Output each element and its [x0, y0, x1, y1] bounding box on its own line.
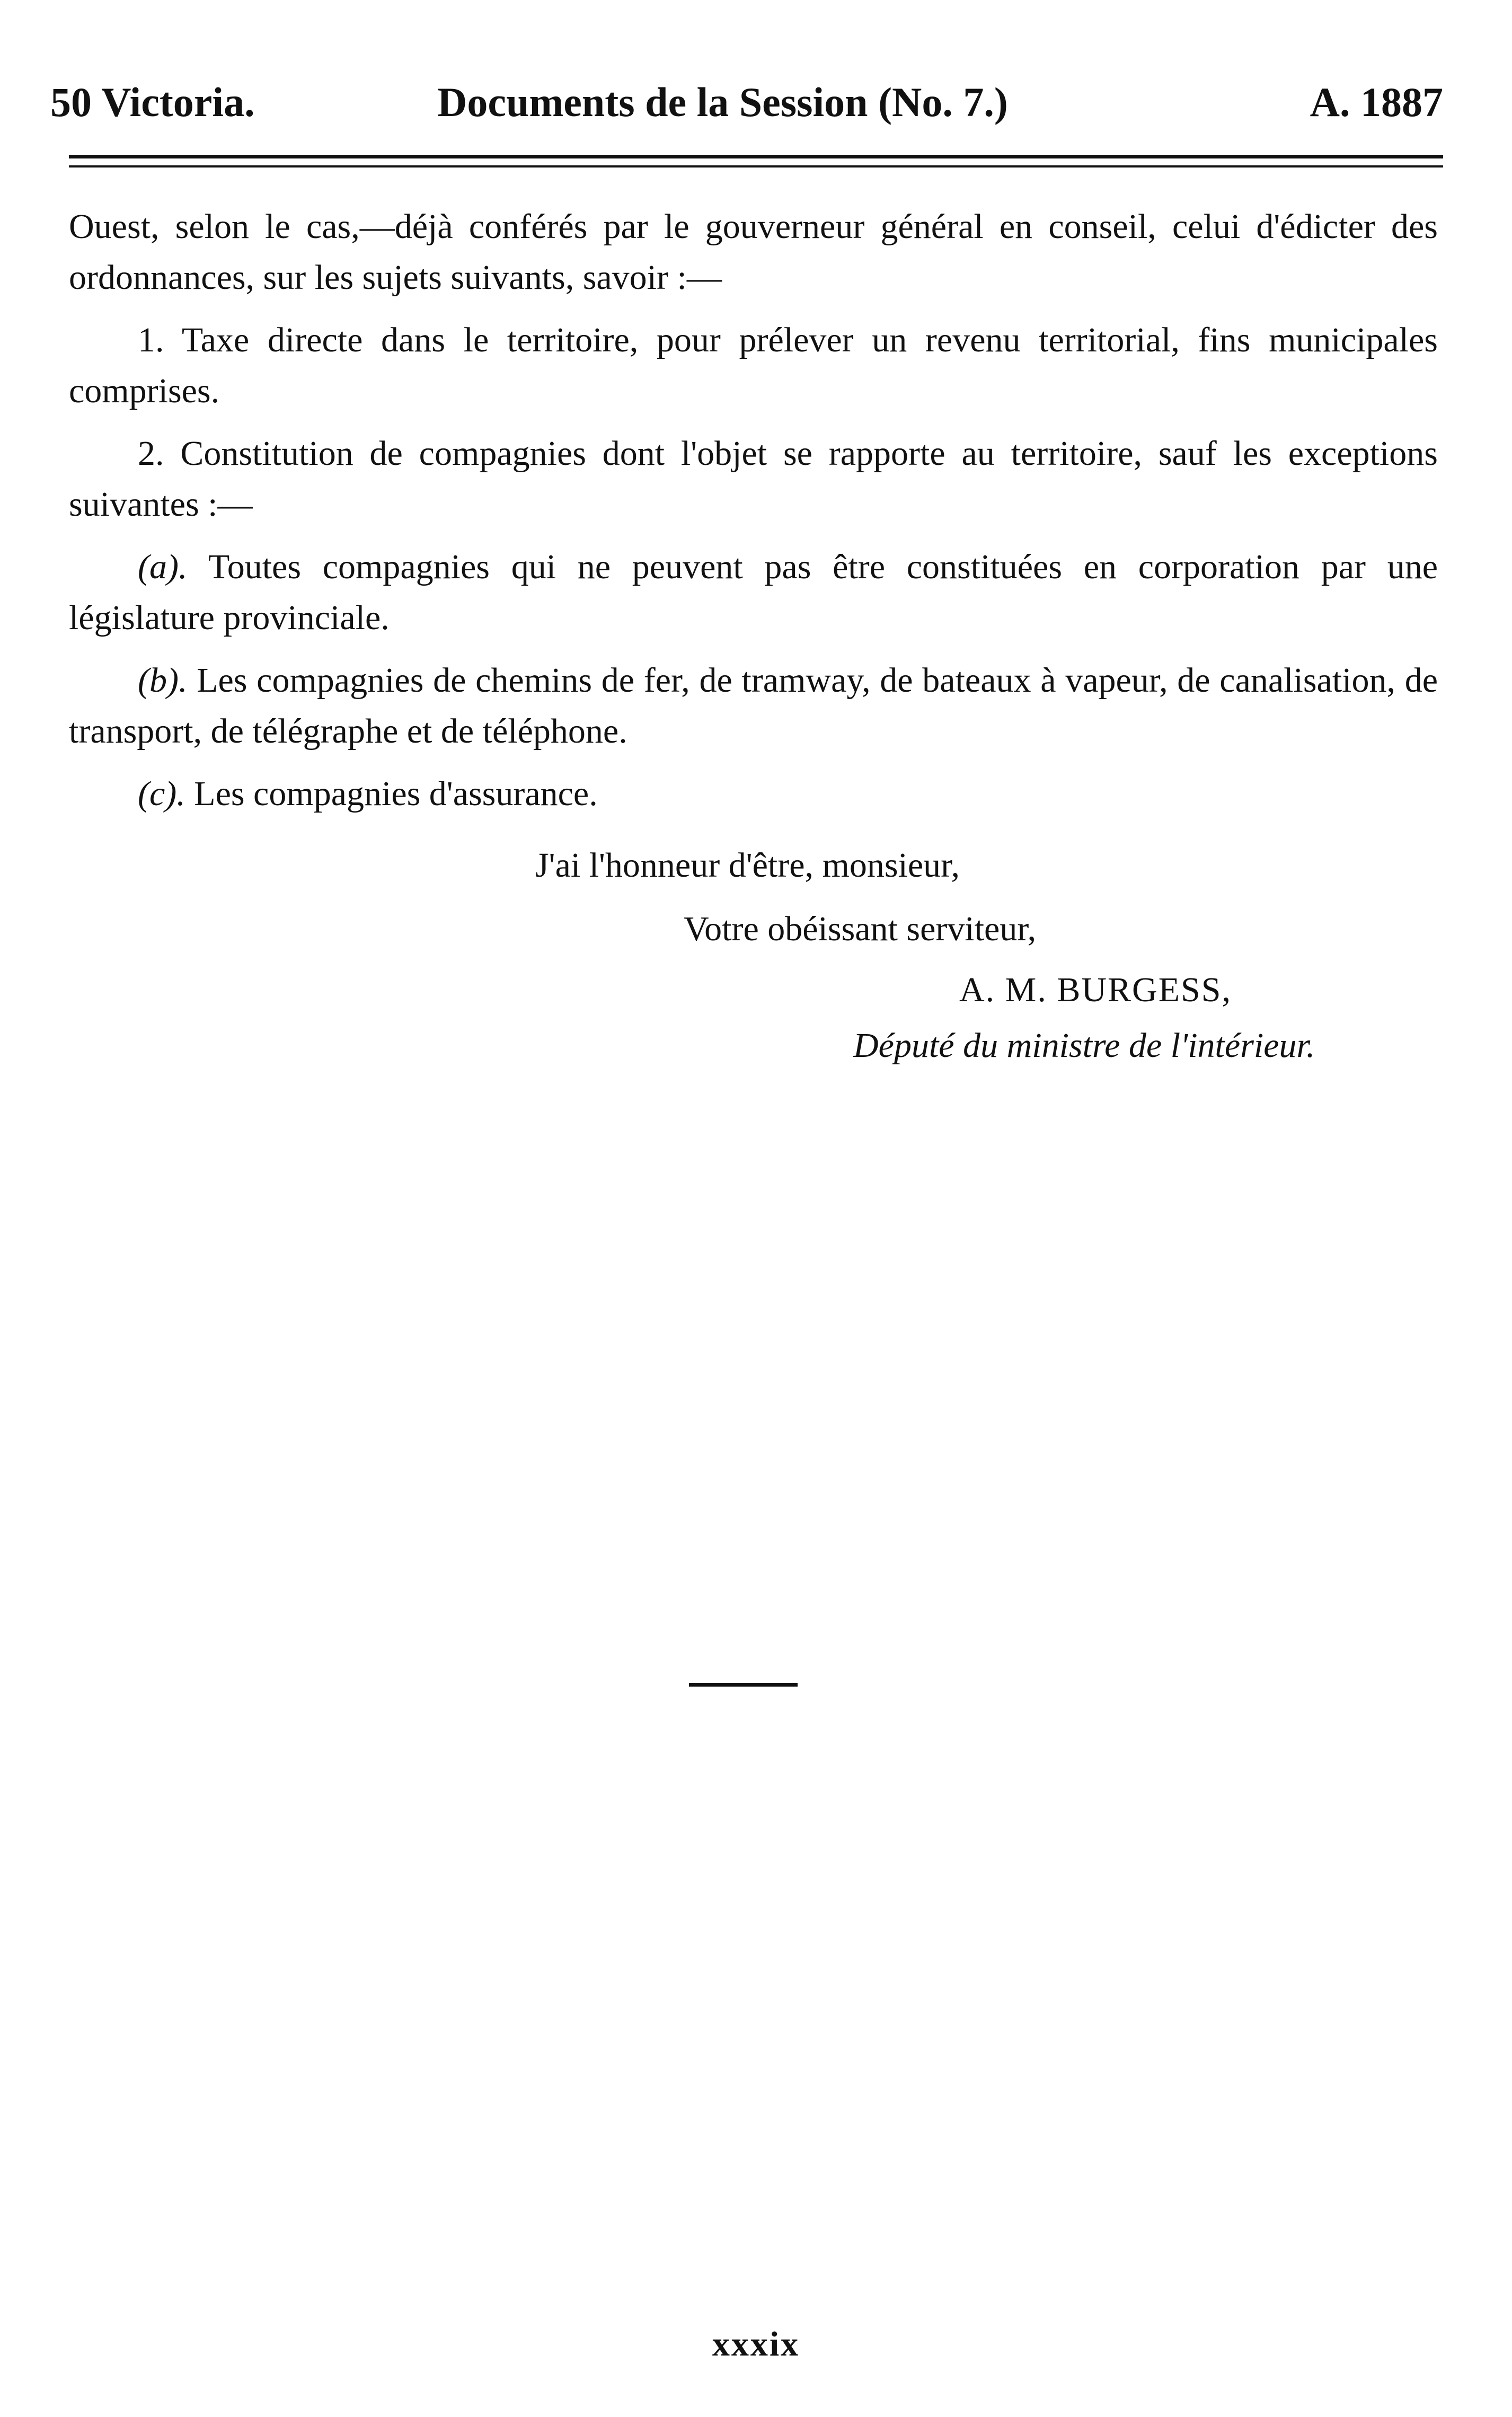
item-text-b: Les compagnies de chemins de fer, de tramway, de bateaux à vapeur, de canalisation, de transport, de télégraphe et de téléphone. — [69, 661, 1438, 751]
letter-body — [69, 201, 1438, 831]
item-label-c: (c). — [138, 774, 185, 813]
header-title: Documents de la Session (No. 7.) — [437, 79, 1008, 125]
header-volume: 50 Victoria. — [50, 79, 255, 125]
item-label-b: (b). — [138, 661, 188, 700]
paragraph-item-1: 1. Taxe directe dans le territoire, pour prélever un revenu territorial, fins municipales comprises. — [69, 321, 1438, 410]
item-text-c: Les compagnies d'assurance. — [185, 774, 598, 813]
signature-title: Député du ministre de l'intérieur. — [853, 1026, 1315, 1065]
item-label-a: (a). — [138, 548, 188, 586]
running-header — [50, 63, 1443, 125]
paragraph-item-b — [69, 655, 1438, 757]
closing-valediction: Votre obéissant serviteur, — [684, 910, 1037, 948]
signature-name: A. M. BURGESS, — [959, 971, 1232, 1009]
header-rule-thick — [69, 155, 1443, 158]
paragraph-item-c — [69, 769, 1438, 819]
header-year: A. 1887 — [1310, 79, 1443, 125]
paragraph-item-a — [69, 542, 1438, 643]
item-text-a: Toutes compagnies qui ne peuvent pas être constituées en corporation par une législature provinciale. — [69, 548, 1438, 637]
section-divider — [689, 1683, 798, 1687]
paragraph-item-2: 2. Constitution de compagnies dont l'objet se rapporte au territoire, sauf les exceptions suivantes :— — [69, 434, 1438, 524]
paragraph-continuation: Ouest, selon le cas,—déjà conférés par le gouverneur général en conseil, celui d'édicter des ordonnances, sur les sujets suivants, savoir :— — [69, 207, 1438, 297]
page-number: xxxix — [712, 2325, 800, 2363]
header-rule-thin — [69, 165, 1443, 167]
closing-salutation: J'ai l'honneur d'être, monsieur, — [535, 846, 960, 885]
